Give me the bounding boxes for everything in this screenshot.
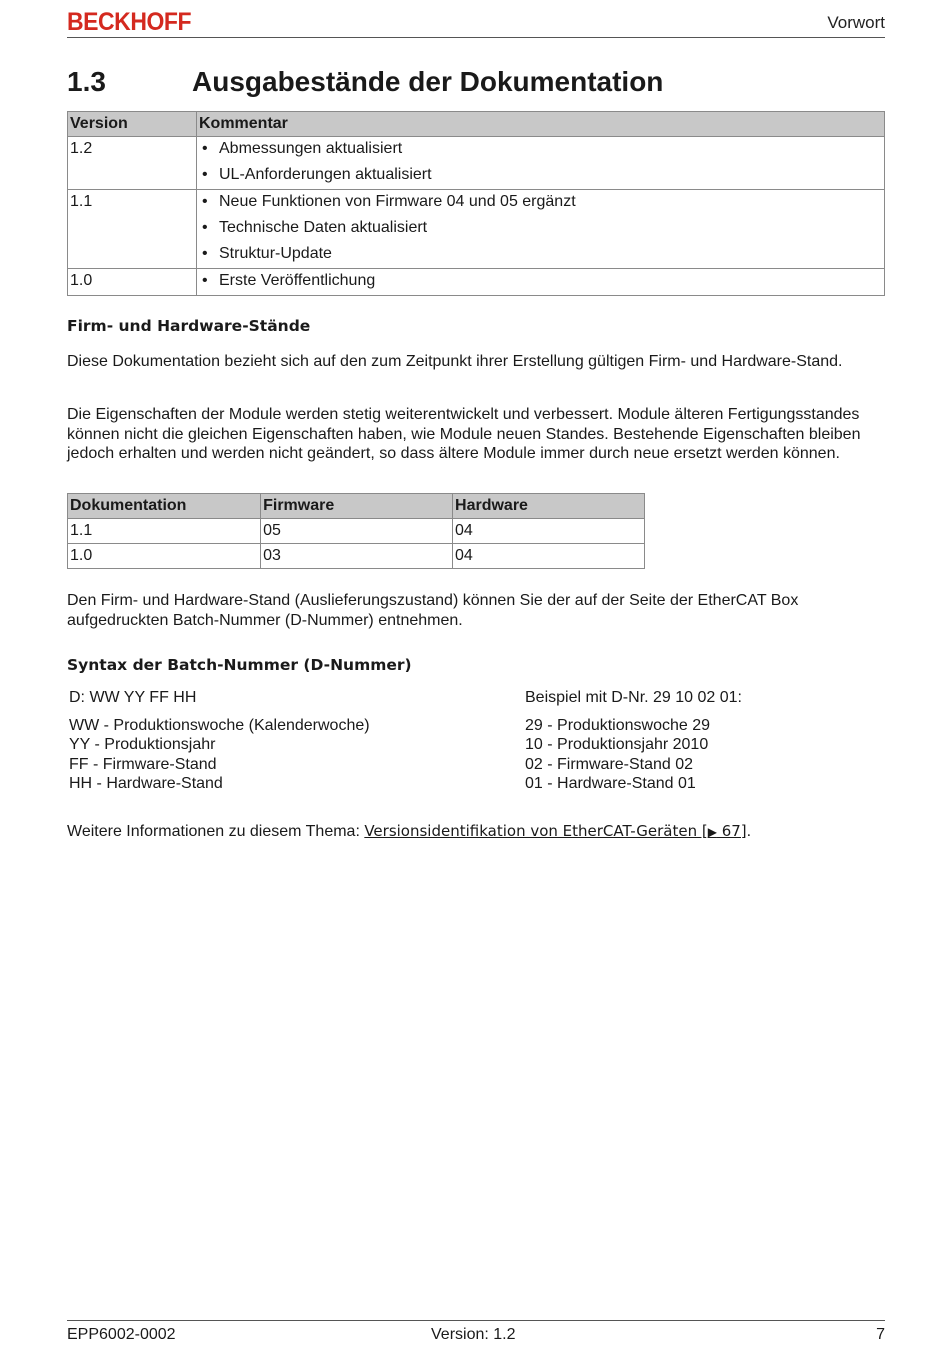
column-header-version: Version: [68, 112, 197, 137]
firmware-section-title: Firm- und Hardware-Stände: [67, 317, 311, 335]
version-identification-link[interactable]: [364, 822, 746, 840]
heading-number: 1.3: [67, 66, 106, 97]
table-row: [68, 137, 885, 190]
syntax-line: YY - Produktionsjahr: [69, 736, 216, 753]
example-line: 01 - Hardware-Stand 01: [525, 775, 696, 792]
example-heading: Beispiel mit D-Nr. 29 10 02 01:: [525, 689, 742, 706]
firmware-paragraph-1: Diese Dokumentation bezieht sich auf den zum Zeitpunkt ihrer Erstellung gültigen Firm- und Hardware-Stand.: [67, 353, 843, 370]
list-item: • UL-Anforderungen aktualisiert: [199, 163, 882, 189]
firmware-paragraph-2: Die Eigenschaften der Module werden stetig weiterentwickelt und verbessert. Module älteren Fertigungsstandes können nicht die gleichen Eigenschaften haben, wie Module neuen Standes. Bestehende Eigenschaften bleiben jedoch erhalten und werden nicht geändert, so dass ältere Module immer durch neue ersetzt werden können.: [67, 406, 861, 462]
comment-cell: [197, 137, 885, 190]
table-header-row: [68, 494, 645, 519]
link-text: Versionsidentifikation von EtherCAT-Geräten [: [364, 822, 708, 840]
version-cell: 1.1: [68, 190, 197, 269]
version-cell: 1.0: [68, 269, 197, 296]
table-cell: 05: [261, 519, 453, 544]
table-cell: 04: [453, 519, 645, 544]
header-divider: [67, 37, 885, 38]
heading-title: Ausgabestände der Dokumentation: [192, 66, 664, 97]
header-section-title: Vorwort: [827, 13, 885, 32]
more-info-prefix: Weitere Informationen zu diesem Thema:: [67, 823, 365, 840]
more-info-suffix: .: [746, 823, 752, 840]
table-header-row: [68, 112, 885, 137]
table-row: [68, 544, 645, 569]
syntax-line: HH - Hardware-Stand: [69, 775, 223, 792]
syntax-format: D: WW YY FF HH: [69, 689, 197, 706]
page-arrow-icon: ▶: [707, 825, 717, 839]
column-header-comment: Kommentar: [197, 112, 885, 137]
column-header-hardware: Hardware: [453, 494, 645, 519]
version-cell: 1.2: [68, 137, 197, 190]
table-row: [68, 190, 885, 269]
beckhoff-logo: BECKHOFF: [67, 8, 192, 36]
table-cell: 1.0: [68, 544, 261, 569]
firmware-hardware-table: [67, 493, 645, 569]
syntax-definition-column: [69, 688, 370, 794]
example-line: 29 - Produktionswoche 29: [525, 716, 710, 734]
comment-cell: [197, 190, 885, 269]
version-history-table: [67, 111, 885, 296]
column-header-firmware: Firmware: [261, 494, 453, 519]
list-item: • Abmessungen aktualisiert: [199, 137, 882, 163]
list-item: • Neue Funktionen von Firmware 04 und 05 ergänzt: [199, 190, 882, 216]
column-header-documentation: Dokumentation: [68, 494, 261, 519]
comment-cell: [197, 269, 885, 296]
list-item: • Technische Daten aktualisiert: [199, 216, 882, 242]
list-item: • Erste Veröffentlichung: [199, 269, 882, 295]
footer-page-number: 7: [876, 1326, 885, 1343]
syntax-line: FF - Firmware-Stand: [69, 755, 217, 773]
footer-divider: [67, 1320, 885, 1321]
link-page-ref: 67]: [716, 822, 747, 840]
example-line: 10 - Produktionsjahr 2010: [525, 736, 709, 753]
table-row: [68, 269, 885, 296]
firmware-paragraph-3: Den Firm- und Hardware-Stand (Auslieferungszustand) können Sie der auf der Seite der EtherCAT Box aufgedruckten Batch-Nummer (D-Nummer) entnehmen.: [67, 592, 799, 629]
footer-version: Version: 1.2: [431, 1326, 516, 1343]
list-item: • Struktur-Update: [199, 242, 882, 268]
table-row: [68, 519, 645, 544]
syntax-line: WW - Produktionswoche (Kalenderwoche): [69, 716, 370, 734]
syntax-section-title: Syntax der Batch-Nummer (D-Nummer): [67, 656, 412, 674]
table-cell: 03: [261, 544, 453, 569]
example-line: 02 - Firmware-Stand 02: [525, 755, 694, 773]
syntax-example-column: [525, 688, 742, 794]
table-cell: 04: [453, 544, 645, 569]
footer-product: EPP6002-0002: [67, 1326, 176, 1343]
table-cell: 1.1: [68, 519, 261, 544]
more-info-line: [67, 822, 751, 841]
